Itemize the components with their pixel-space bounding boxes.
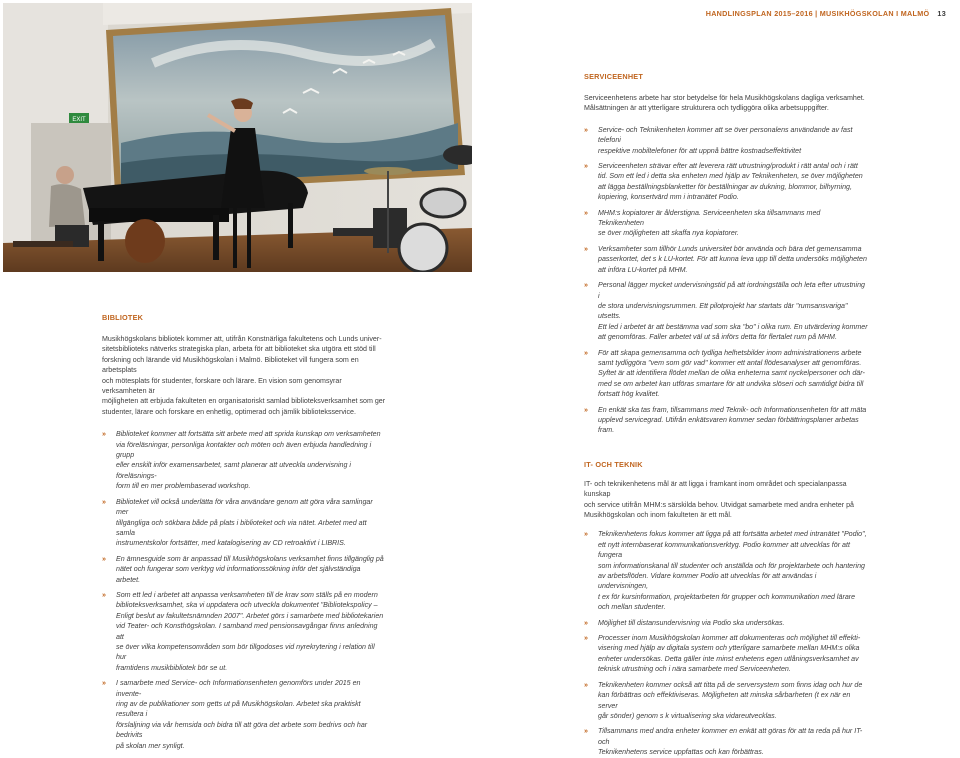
bullet-item [584,208,868,239]
bullet-line: En enkät ska tas fram, tillsammans med Teknik- och Informationsenheten för att mäta [598,405,867,414]
bibliotek-intro [102,334,386,417]
bullet-marker: » [584,125,588,134]
bullet-line: fortsatt hög kvalitet. [598,390,660,399]
intro-line: forskning och lärande vid Musikhögskolan i Malmö. Biblioteket vill fungera som en arbetsplats [102,355,359,375]
bullet-line: MHM:s kopiatorer är ålderstigna. Serviceenheten ska tillsammans med Teknikenheten [598,208,821,228]
bullet-marker: » [584,348,588,357]
intro-line: och mötesplats för studenter, forskare och lärare. En vision som genomsyrar verksamheten är [102,376,342,396]
bullet-item [584,161,868,203]
concert-photo-illustration [3,3,472,272]
bullet-marker: » [584,405,588,414]
bullet-marker: » [584,618,588,627]
bullet-marker: » [584,680,588,689]
bullet-line: t ex för kursinformation, projektarbeten för grupper och kommunikation med lärare [598,592,856,601]
bullet-line: se över vilka kompetensområden som bör tillgodoses vid nyrekrytering i relation till hur [116,642,375,662]
bullet-marker: » [584,727,588,736]
itteknik-heading: IT- OCH TEKNIK [584,459,643,469]
bibliotek-section [102,313,386,751]
bullet-line: Service- och Teknikenheten kommer att se över personalens användande av fast telefoni [598,125,853,145]
bullet-item [584,529,868,612]
bullet-line: form till en mer problembaserad workshop. [116,482,251,491]
itteknik-bullets [584,529,868,757]
exit-sign: EXIT [72,117,86,123]
bullet-line: Möjlighet till distansundervisning via Podio ska undersökas. [598,618,785,627]
bullet-line: Serviceenheten strävar efter att leverera rätt utrustning/produkt i rätt antal och i rätt [598,162,858,171]
bullet-line: med se om arbetet kan utföras smartare för att undvika slöseri och samtidigt bidra till [598,379,864,388]
bullet-line: via föreläsningar, personliga kontakter och möten och även erbjuda handledning i grupp [116,440,372,460]
bullet-item [102,497,386,549]
bullet-line: instrumentskolor fortsätter, med katalogisering av CD retroaktivt i LIBRIS. [116,539,346,548]
bullet-line: Biblioteket kommer att fortsätta sitt arbete med att sprida kunskap om verksamheten [116,430,381,439]
intro-line: Målsättningen är att ytterligare strukturera och tydliggöra olika arbetsuppgifter. [584,104,829,113]
bibliotek-bullets [102,429,386,751]
bullet-item [584,633,868,675]
bullet-line: Verksamheter som tillhör Lunds universitet bör använda och bära det gemensamma [598,244,862,253]
bullet-marker: » [584,530,588,539]
bullet-line: att genomföras. Faller arbetet väl ut så införs detta för flertalet rum på MHM. [598,333,837,342]
bullet-marker: » [584,244,588,253]
bullet-line: på skolan mer synligt. [116,741,185,750]
bullet-line: Teknikenheten kommer också att titta på de serversystem som finns idag och hur de [598,680,863,689]
bullet-line: och mellan studenter. [598,603,666,612]
bullet-line: går sönder) genom s k virtualisering ska vidareutvecklas. [598,711,777,720]
bullet-item [584,348,868,400]
intro-line: och service utifrån MHM:s särskilda behov. Utvidgat samarbete med andra enheter på [584,500,854,509]
bullet-line: Teknikenhetens fokus kommer att ligga på att fortsätta arbetet med intranätet "Podio", [598,530,867,539]
bullet-line: Ett led i arbetet är att bestämma vad som ska "bo" i olika rum. En utvärdering kommer [598,322,868,331]
bullet-item [584,618,868,628]
intro-line: möjligheten att erbjuda fakulteten en organisatoriskt samlad biblioteksverksamhet som ger [102,397,386,406]
bullet-marker: » [102,430,106,439]
intro-line: IT- och teknikenhetens mål är att ligga i framkant inom området och specialanpassa kunskap [584,479,847,499]
bullet-line: ring av de publikationer som getts ut på Musikhögskolan. Arbetet ska praktiskt resultera i [116,700,361,719]
itteknik-intro [584,479,868,521]
intro-line: Musikhögskolan och inom fakulteten är ett mål. [584,511,732,519]
bullet-marker: » [584,162,588,171]
serviceenhet-heading: SERVICEENHET [584,72,644,81]
bullet-marker: » [102,679,106,688]
bullet-item [584,726,868,757]
bullet-line: att införa LU-kortet på MHM. [598,265,688,274]
bullet-marker: » [102,554,106,563]
bullet-line: passerkortet, det s k LU-kortet. För att kunna leva upp till detta undersöks möjligheten [598,255,867,264]
running-header [706,9,946,18]
intro-line: Serviceenhetens arbete har stor betydelse för hela Musikhögskolans dagliga verksamhet. [584,94,865,102]
serviceenhet-bullets [584,125,868,436]
bullet-line: biblioteksverksamhet, ska vi uppdatera och utveckla dokumentet "Bibliotekspolicy – [116,601,378,610]
bullet-marker: » [584,281,588,290]
bullet-line: I samarbete med Service- och Informationsenheten genomförs under 2015 en invente- [116,679,361,698]
bullet-line: eller enskilt inför examensarbetet, samt planerar att utveckla undervisning i föreläsnings- [116,461,351,480]
bullet-item [102,590,386,673]
bullet-line: För att skapa gemensamma och tydliga helhetsbilder inom administrationens arbete [598,348,862,357]
bullet-line: vid Teater- och Konsthögskolan. I samband med pensionsavgångar finns anledning att [116,622,378,641]
bullet-line: Tillsammans med andra enheter kommer en enkät att göras för att ta reda på hur IT- och [598,727,863,746]
bullet-line: av arbetsflöden. Vidare kommer Podio att utvecklas för att användas i undervisningen, [598,572,817,591]
bullet-item [102,429,386,491]
bullet-marker: » [584,634,588,643]
bullet-line: Biblioteket vill också underlätta för våra användare genom att göra våra samlingar mer [116,497,373,517]
bullet-line: upplevd servicegrad. Utifrån enkätsvaren kommer sedan förbättringsplaner arbetas fram. [598,415,859,435]
bullet-item [584,405,868,436]
bullet-line: teknisk utrustning och i nära samarbete med Serviceenheten. [598,665,791,674]
bibliotek-heading: BIBLIOTEK [102,313,144,322]
bullet-line: de stora undervisningsrummen. Ett pilotprojekt har startats där "rumsansvariga" utsetts. [598,301,848,321]
bullet-line: enheter undersökas. Detta gäller inte minst enhetens egen utlåningsverksamhet av [598,654,859,663]
bullet-line: nätet och fungerar som verktyg vid informationssökning inför det självständiga arbetet. [116,565,361,584]
bullet-line: förslaljning via vår hemsida och bidra till att göra det arbete som bedrivs och har bedrivits [116,720,368,740]
bullet-item [102,678,386,751]
running-header-title: HANDLINGSPLAN 2015–2016 | MUSIKHÖGSKOLAN I MALMÖ [705,9,930,18]
bullet-marker: » [584,208,588,217]
bullet-line: Personal lägger mycket undervisningstid på att iordningställa och leta efter utrustning i [598,281,865,300]
bullet-line: Processer inom Musikhögskolan kommer att dokumenteras och möjlighet till effekti- [598,634,861,643]
bullet-line: ett nytt internbaserat kommunikationsverktyg. Podio kommer att utvecklas för att fungera [598,540,850,560]
bullet-item [584,244,868,275]
bullet-line: framtidens musikbibliotek bör se ut. [116,663,228,672]
concert-photo [3,3,472,272]
bullet-line: samt tydliggöra "vem som gör vad" kommer ett antal flödesanalyser att genomföras. [598,358,862,367]
bullet-line: som informationskanal till studenter och anställda och för projektarbete och hantering [598,561,865,570]
bullet-line: kopiering, konsertvärd mm i intranätet Podio. [598,193,739,202]
bullet-line: Syftet är att identifiera flödet mellan de olika enheterna samt nyckelpersoner och där- [598,369,865,378]
bullet-line: En ämnesguide som är anpassad till Musikhögskolans verksamhet finns tillgänglig på [116,554,384,563]
serviceenhet-intro [584,93,868,114]
intro-line: studenter, lärare och forskare en enhetlig, optimerad och jämlik biblioteksservice. [102,407,356,416]
bullet-line: Som ett led i arbetet att anpassa verksamheten till de krav som ställs på en modern [116,590,378,599]
bullet-line: tillgängliga och sökbara både på plats i biblioteket och via nätet. Arbetet med att samla [116,518,367,537]
bullet-marker: » [102,590,106,599]
right-column [584,72,868,758]
bullet-line: att lägga beställningsblanketter för beställningar av dukning, blommor, bilhyrning, [598,182,852,191]
bullet-item [584,680,868,722]
bullet-item [584,125,868,156]
bullet-line: Enligt beslut av fakultetsnämnden 2007". Arbetet görs i samarbete med bibliotekarien [116,611,384,620]
bullet-line: respektive mobiltelefoner för att uppnå bättre kostnadseffektivitet [598,146,802,155]
bullet-line: kan förbättras och effektiviseras. Möjligheten att minska sårbarheten (t ex när en server [598,691,851,710]
intro-line: Musikhögskolans bibliotek kommer att, utifrån Konstnärliga fakultetens och Lunds univer- [102,335,382,343]
bullet-line: se över möjligheten att skaffa nya kopiatorer. [598,229,739,238]
intro-line: sitetsbiblioteks nätverks strategiska plan, arbeta för att biblioteket ska utgöra ett stöd till [102,345,376,354]
bullet-line: visering med hjälp av digitala system och ytterligare samarbete mellan MHM:s olika [598,644,860,653]
bullet-marker: » [102,497,106,506]
page-number: 13 [937,9,946,18]
bullet-item [102,554,386,585]
bullet-item [584,280,868,342]
bullet-line: Teknikenhetens service uppfattas och kan förbättras. [598,748,764,757]
bullet-line: tid. Som ett led i detta ska enheten med hjälp av Teknikenheten, se över möjligheten [598,172,863,181]
